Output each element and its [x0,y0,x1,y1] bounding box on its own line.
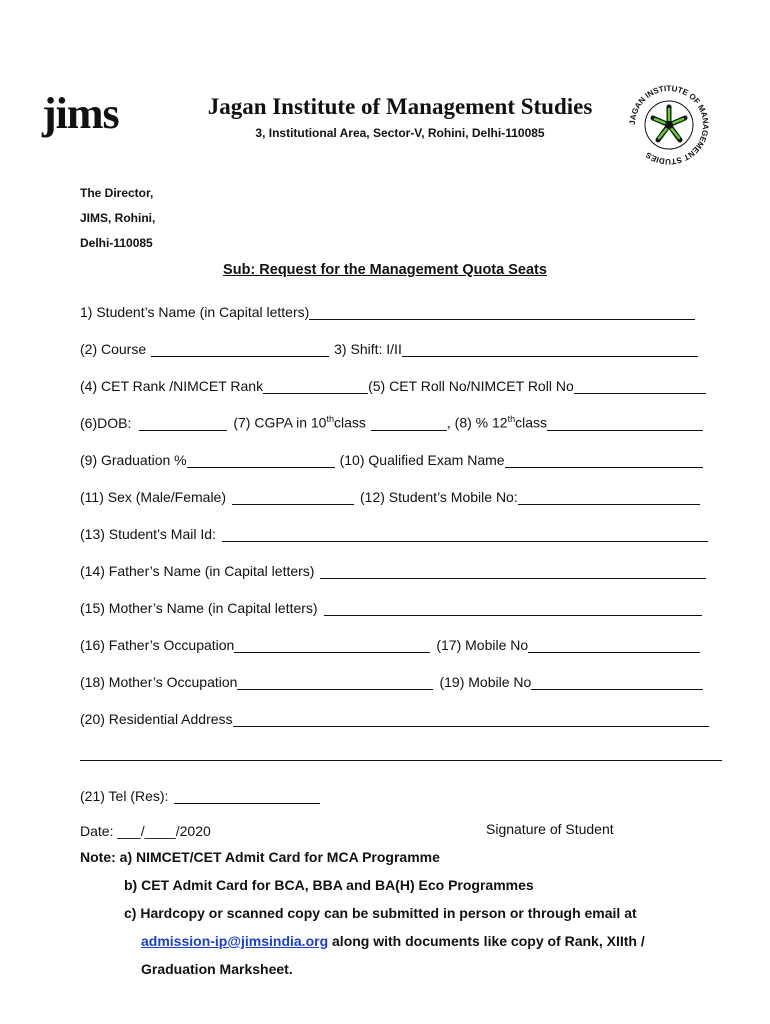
mail-id-label: (13) Student’s Mail Id: [80,526,216,542]
cgpa-label: (7) CGPA in 10thclass [233,414,366,431]
residential-address-line-2[interactable] [80,760,722,761]
sex-field[interactable] [232,490,354,505]
mother-occupation-field[interactable] [237,675,433,690]
institute-address: 3, Institutional Area, Sector-V, Rohini, Delhi-110085 [255,126,545,140]
date-label: Date: ___/____/2020 [80,823,211,839]
signature-label: Signature of Student [486,821,614,837]
father-name-label: (14) Father’s Name (in Capital letters) [80,563,315,579]
form-row-7 [80,522,708,542]
seal-text: JAGAN INSTITUTE OF MANAGEMENT STUDIES [627,83,711,167]
shift-label: 3) Shift: I/II [334,341,402,357]
note-c-continuation: along with documents like copy of Rank, XIIth / [332,933,645,949]
form-row-3 [80,374,706,394]
residential-address-field[interactable] [233,712,709,727]
dob-field[interactable] [139,416,227,431]
form-row-11 [80,670,703,690]
tel-res-label: (21) Tel (Res): [80,788,169,804]
subject-line: Sub: Request for the Management Quota Seats [223,262,547,278]
dob-label: (6)DOB: [80,415,132,431]
mother-name-label: (15) Mother’s Name (in Capital letters) [80,600,318,616]
recipient-line-3: Delhi-110085 [80,236,153,250]
student-mobile-field[interactable] [518,490,700,505]
course-label: (2) Course [80,341,147,357]
mother-occupation-label: (18) Mother’s Occupation [80,674,238,690]
institute-seal-icon [626,82,712,168]
father-mobile-label: (17) Mobile No [436,637,529,653]
residential-address-label: (20) Residential Address [80,711,233,727]
form-row-9 [80,596,702,616]
note-c-line-2 [141,933,645,949]
form-row-8 [80,559,706,579]
note-c: c) Hardcopy or scanned copy can be submitted in person or through email at [124,905,637,921]
tel-res-field[interactable] [174,789,320,804]
jims-logo: jims [42,89,119,138]
note-c-line-3: Graduation Marksheet. [141,961,293,977]
note-b: b) CET Admit Card for BCA, BBA and BA(H) Eco Programmes [124,877,534,893]
graduation-field[interactable] [187,453,335,468]
mother-mobile-field[interactable] [531,675,703,690]
student-name-label: 1) Student’s Name (in Capital letters) [80,304,310,320]
class12-label: , (8) % 12thclass [446,414,548,431]
form-row-6 [80,485,700,505]
institute-name: Jagan Institute of Management Studies [207,94,593,119]
cet-rank-label: (4) CET Rank /NIMCET Rank [80,378,264,394]
cgpa-field[interactable] [371,416,447,431]
student-name-field[interactable] [309,305,695,320]
mother-name-field[interactable] [324,601,702,616]
cet-roll-field[interactable] [574,379,706,394]
recipient-line-1: The Director, [80,186,154,200]
recipient-line-2: JIMS, Rohini, [80,211,156,225]
mother-mobile-label: (19) Mobile No [439,674,532,690]
graduation-label: (9) Graduation % [80,452,187,468]
form-row-2 [80,337,698,357]
note-a: Note: a) NIMCET/CET Admit Card for MCA Programme [80,849,440,865]
student-mobile-label: (12) Student’s Mobile No: [360,489,518,505]
cet-rank-field[interactable] [263,379,368,394]
form-row-1 [80,300,695,320]
form-row-13 [80,784,320,804]
form-row-10 [80,633,700,653]
form-row-4 [80,411,703,431]
qualified-exam-label: (10) Qualified Exam Name [339,452,505,468]
admission-email-link[interactable]: admission-ip@jimsindia.org [141,933,329,949]
course-field[interactable] [151,342,329,357]
form-row-5 [80,448,703,468]
mail-id-field[interactable] [222,527,708,542]
cet-roll-label: (5) CET Roll No/NIMCET Roll No [368,378,574,394]
father-mobile-field[interactable] [528,638,700,653]
sex-label: (11) Sex (Male/Female) [80,489,227,505]
father-name-field[interactable] [320,564,706,579]
father-occupation-label: (16) Father’s Occupation [80,637,235,653]
father-occupation-field[interactable] [234,638,430,653]
class12-field[interactable] [547,416,703,431]
shift-field[interactable] [402,342,698,357]
date-field [80,819,211,839]
qualified-exam-field[interactable] [505,453,703,468]
form-row-12 [80,707,709,727]
